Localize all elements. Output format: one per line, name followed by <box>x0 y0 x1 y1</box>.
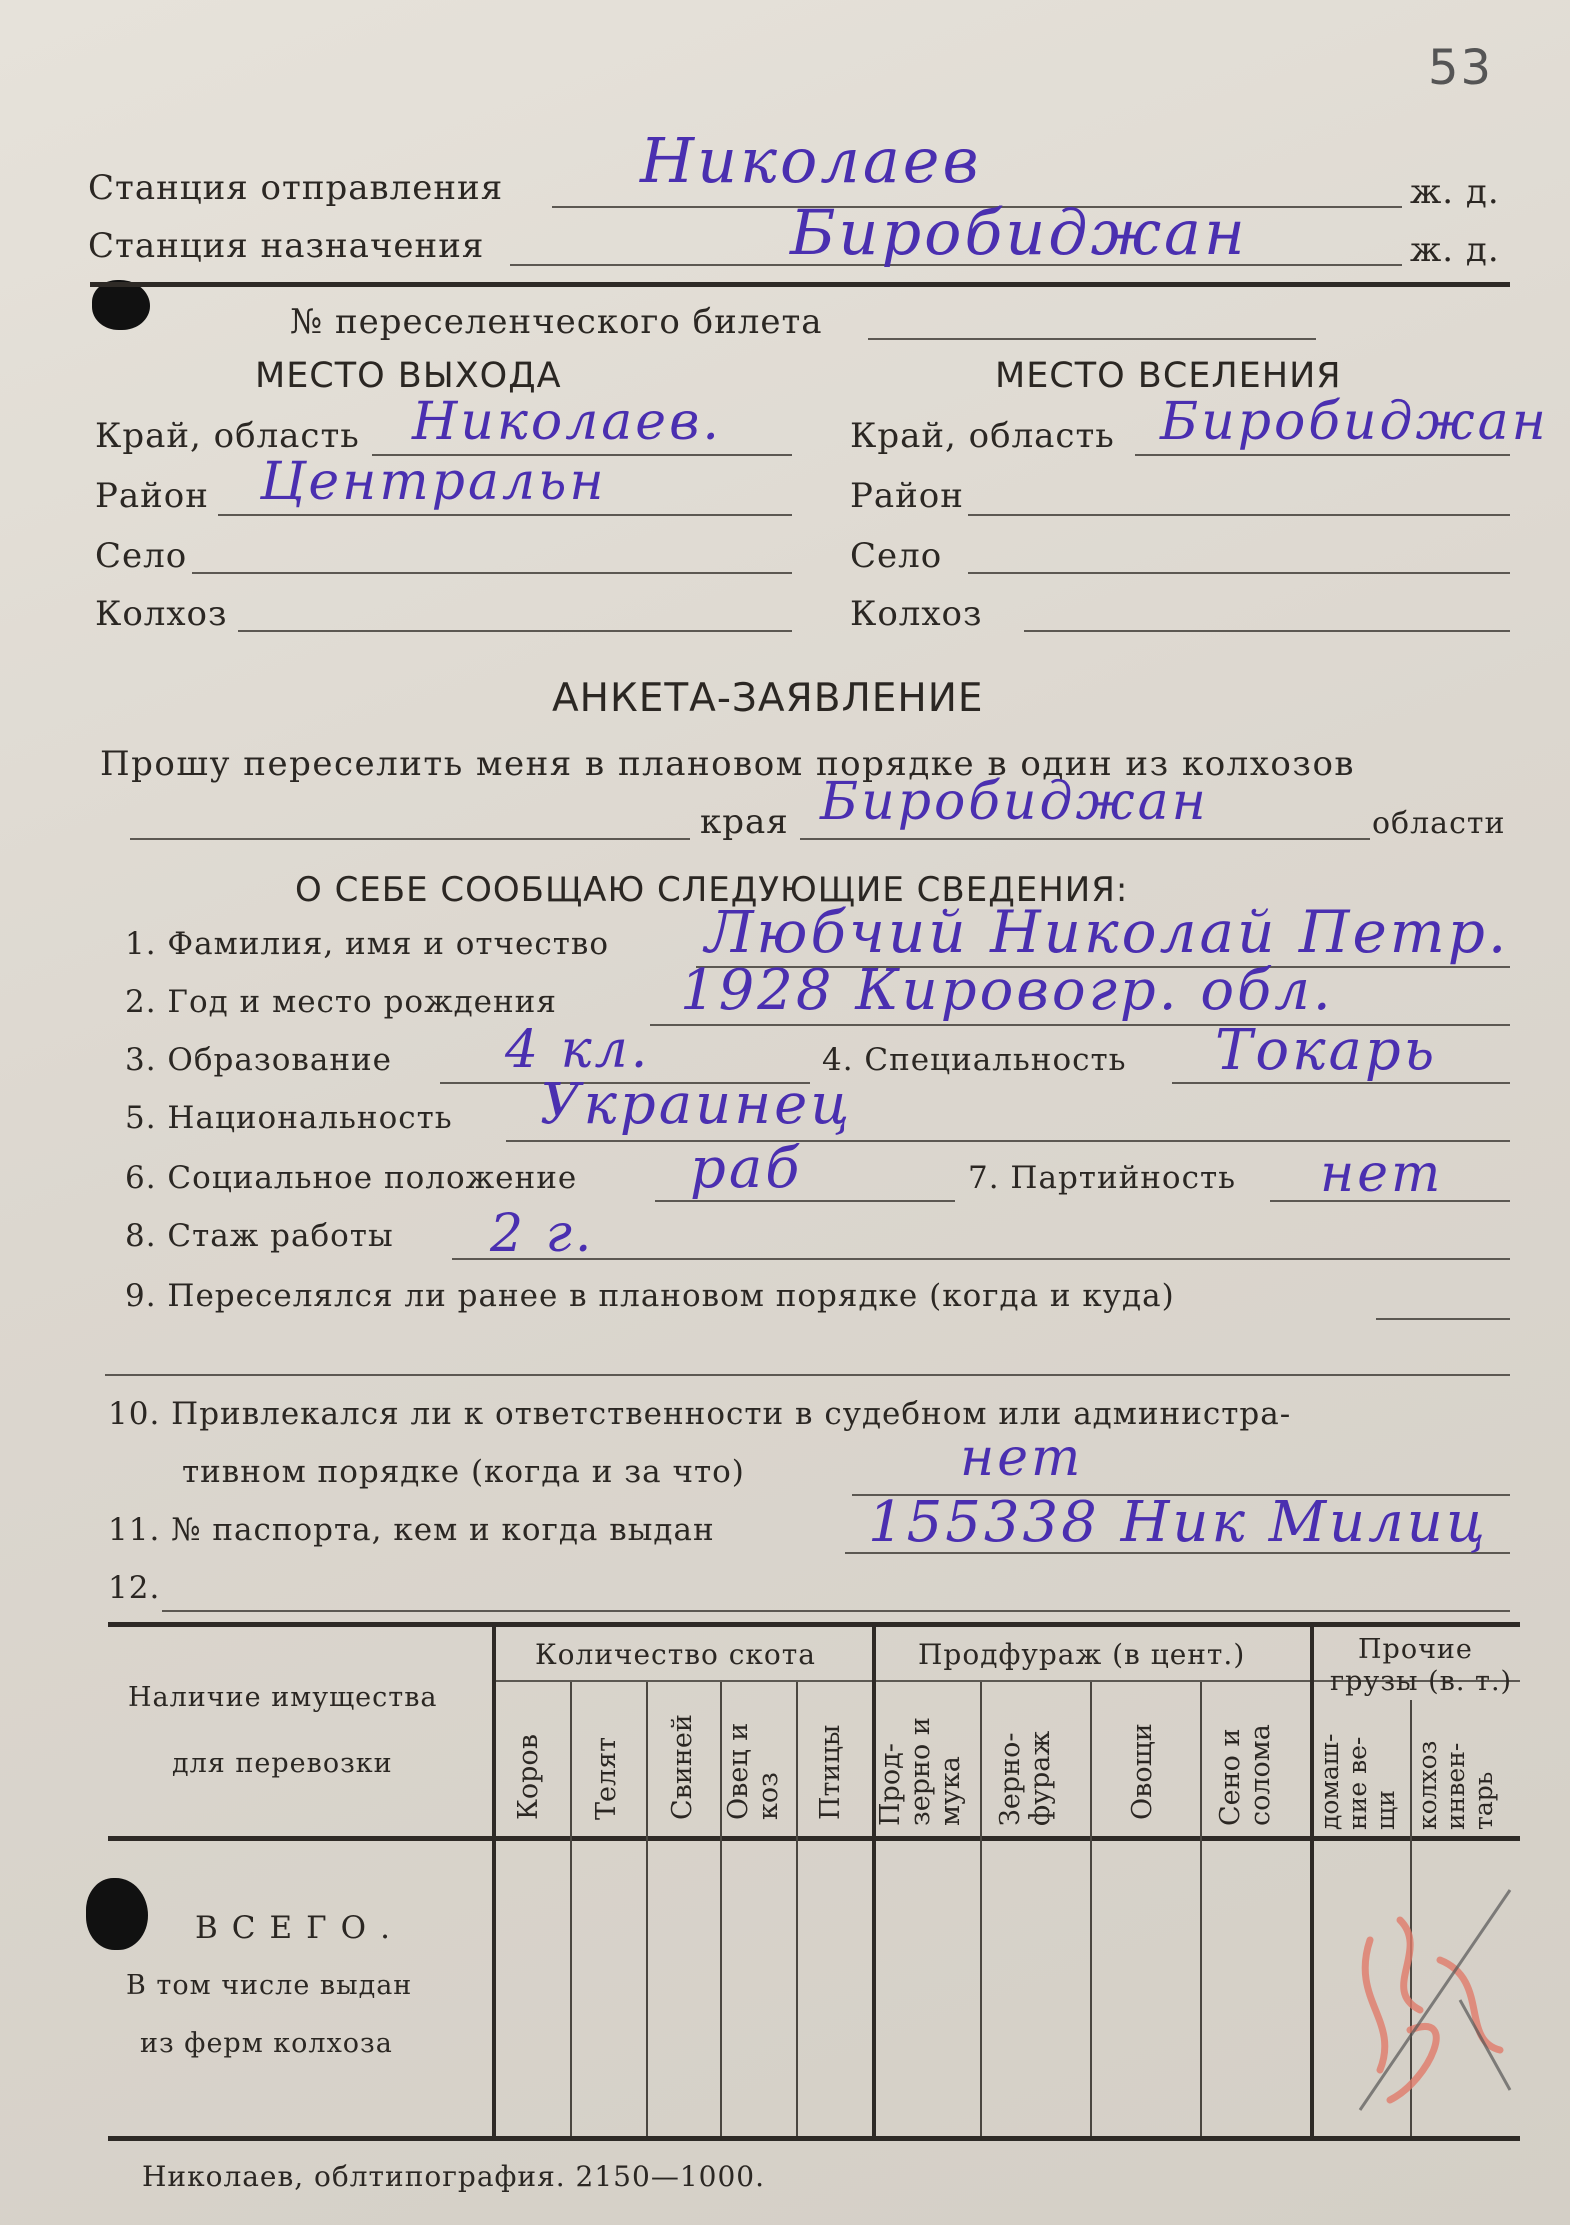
info-heading: О СЕБЕ СООБЩАЮ СЛЕДУЮЩИЕ СВЕДЕНИЯ: <box>295 870 1129 910</box>
dest-kolkhoz-label: Колхоз <box>850 594 983 634</box>
dest-district-label: Район <box>850 476 964 516</box>
table-of-which-1: В том числе выдан <box>126 1970 413 2001</box>
request-underline-left <box>130 838 690 840</box>
field-3-label: 3. Образование <box>125 1042 393 1078</box>
field-7-label: 7. Партийность <box>968 1160 1236 1196</box>
field-8-value: 2 г. <box>490 1204 595 1264</box>
table-bottom-rule <box>108 2136 1520 2141</box>
field-10-label-2: тивном порядке (когда и за что) <box>182 1454 745 1490</box>
dest-region-label: Край, область <box>850 416 1115 456</box>
field-2-value: 1928 Кировогр. обл. <box>680 958 1334 1023</box>
dest-district-line <box>968 514 1510 516</box>
table-col-divider <box>796 1682 798 2136</box>
field-6-value: раб <box>690 1136 803 1201</box>
field-10-value: нет <box>960 1428 1084 1488</box>
request-line: Прошу переселить меня в плановом порядке в один из колхозов <box>100 744 1356 784</box>
origin-village-line <box>192 572 792 574</box>
page-number: 53 <box>1428 40 1494 96</box>
field-7-value: нет <box>1320 1144 1444 1204</box>
col-header-calves: Телят <box>591 1736 622 1820</box>
field-4-value: Токарь <box>1215 1018 1438 1083</box>
field-5-label: 5. Национальность <box>125 1100 453 1136</box>
col-header-pigs: Свиней <box>667 1714 698 1820</box>
origin-district-line <box>218 514 792 516</box>
request-kray-label: края <box>700 802 789 842</box>
departure-value: Николаев <box>640 124 982 197</box>
dest-kolkhoz-line <box>1024 630 1510 632</box>
dest-village-label: Село <box>850 536 943 576</box>
origin-heading: МЕСТО ВЫХОДА <box>255 356 562 396</box>
table-col-divider <box>720 1682 722 2136</box>
origin-district-label: Район <box>95 476 209 516</box>
field-11-value: 155338 Ник Милиц <box>868 1490 1488 1555</box>
graphite-cross-stroke <box>1360 1890 1510 2110</box>
origin-region-label: Край, область <box>95 416 360 456</box>
field-12-label: 12. <box>108 1570 161 1606</box>
table-top-rule <box>108 1622 1520 1627</box>
table-of-which-2: из ферм колхоза <box>140 2028 393 2059</box>
table-row-header-1: Наличие имущества <box>128 1682 438 1713</box>
table-row-header-2: для перевозки <box>172 1748 393 1779</box>
field-9-label: 9. Переселялся ли ранее в плановом порядке (когда и куда) <box>125 1278 1175 1314</box>
col-header-grain-flour: Прод- зерно и мука <box>875 1717 966 1826</box>
request-kray-line <box>800 838 1370 840</box>
table-group-other-2: грузы (в. т.) <box>1330 1666 1513 1697</box>
field-1-label: 1. Фамилия, имя и отчество <box>125 926 610 962</box>
field-8-label: 8. Стаж работы <box>125 1218 394 1254</box>
field-5-value: Украинец <box>540 1072 853 1137</box>
table-col-divider <box>570 1682 572 2136</box>
field-6-label: 6. Социальное положение <box>125 1160 578 1196</box>
col-header-vegetables: Овощи <box>1127 1723 1158 1820</box>
origin-village-label: Село <box>95 536 188 576</box>
table-col-divider <box>1090 1682 1092 2136</box>
field-5-line <box>506 1140 1510 1142</box>
form-title: АНКЕТА-ЗАЯВЛЕНИЕ <box>552 676 984 721</box>
field-10-label-1: 10. Привлекался ли к ответственности в судебном или администра- <box>108 1396 1292 1432</box>
punch-hole-bottom <box>86 1878 148 1950</box>
table-col-divider-group-2 <box>1310 1626 1314 2136</box>
table-col-divider <box>1200 1682 1202 2136</box>
destination-label: Станция назначения <box>88 226 485 266</box>
field-9-line-b <box>105 1374 1510 1376</box>
field-1-value: Любчий Николай Петр. <box>705 898 1510 966</box>
origin-district-value: Центральн <box>260 452 607 512</box>
col-header-feed-grain: Зерно- фураж <box>995 1730 1056 1826</box>
origin-kolkhoz-label: Колхоз <box>95 594 228 634</box>
field-11-label: 11. № паспорта, кем и когда выдан <box>108 1512 715 1548</box>
departure-rail-suffix: ж. д. <box>1410 172 1500 212</box>
col-header-poultry: Птицы <box>815 1724 846 1820</box>
col-header-hay-straw: Сено и солома <box>1215 1724 1276 1826</box>
destination-rail-suffix: ж. д. <box>1410 230 1500 270</box>
table-header-rule <box>108 1836 1520 1841</box>
footer-imprint: Николаев, облтипография. 2150—1000. <box>142 2160 765 2193</box>
pencil-marks <box>1340 1880 1530 2120</box>
table-col-divider <box>646 1682 648 2136</box>
col-header-household: домаш- ние ве- щи <box>1315 1733 1400 1830</box>
table-col-divider-main <box>492 1626 496 2136</box>
field-8-line <box>452 1258 1510 1260</box>
dest-village-line <box>968 572 1510 574</box>
field-3-value: 4 кл. <box>505 1020 651 1080</box>
table-col-divider <box>980 1682 982 2136</box>
header-rule <box>90 282 1510 287</box>
destination-value: Биробиджан <box>790 196 1248 269</box>
col-header-inventory: колхоз инвен- тарь <box>1413 1740 1498 1830</box>
request-kray-value: Биробиджан <box>820 772 1209 832</box>
destination-heading: МЕСТО ВСЕЛЕНИЯ <box>995 356 1342 396</box>
col-header-cows: Коров <box>513 1734 544 1820</box>
col-header-sheep-goats: Овец и коз <box>723 1722 784 1820</box>
table-total-label: ВСЕГО. <box>195 1910 404 1946</box>
field-2-label: 2. Год и место рождения <box>125 984 557 1020</box>
ticket-line <box>868 338 1316 340</box>
table-group-livestock: Количество скота <box>535 1638 816 1671</box>
request-oblast-label: области <box>1372 806 1506 841</box>
field-9-line-a <box>1376 1318 1510 1320</box>
punch-hole-top <box>92 280 150 330</box>
ticket-label: № переселенческого билета <box>290 302 823 342</box>
departure-label: Станция отправления <box>88 168 504 208</box>
table-group-fodder: Продфураж (в цент.) <box>918 1638 1246 1671</box>
field-4-label: 4. Специальность <box>822 1042 1127 1078</box>
origin-kolkhoz-line <box>238 630 792 632</box>
field-12-line <box>162 1610 1510 1612</box>
table-group-other-1: Прочие <box>1358 1634 1473 1665</box>
origin-region-value: Николаев. <box>412 392 722 452</box>
dest-region-line <box>1135 454 1510 456</box>
dest-region-value: Биробиджан <box>1160 392 1549 452</box>
